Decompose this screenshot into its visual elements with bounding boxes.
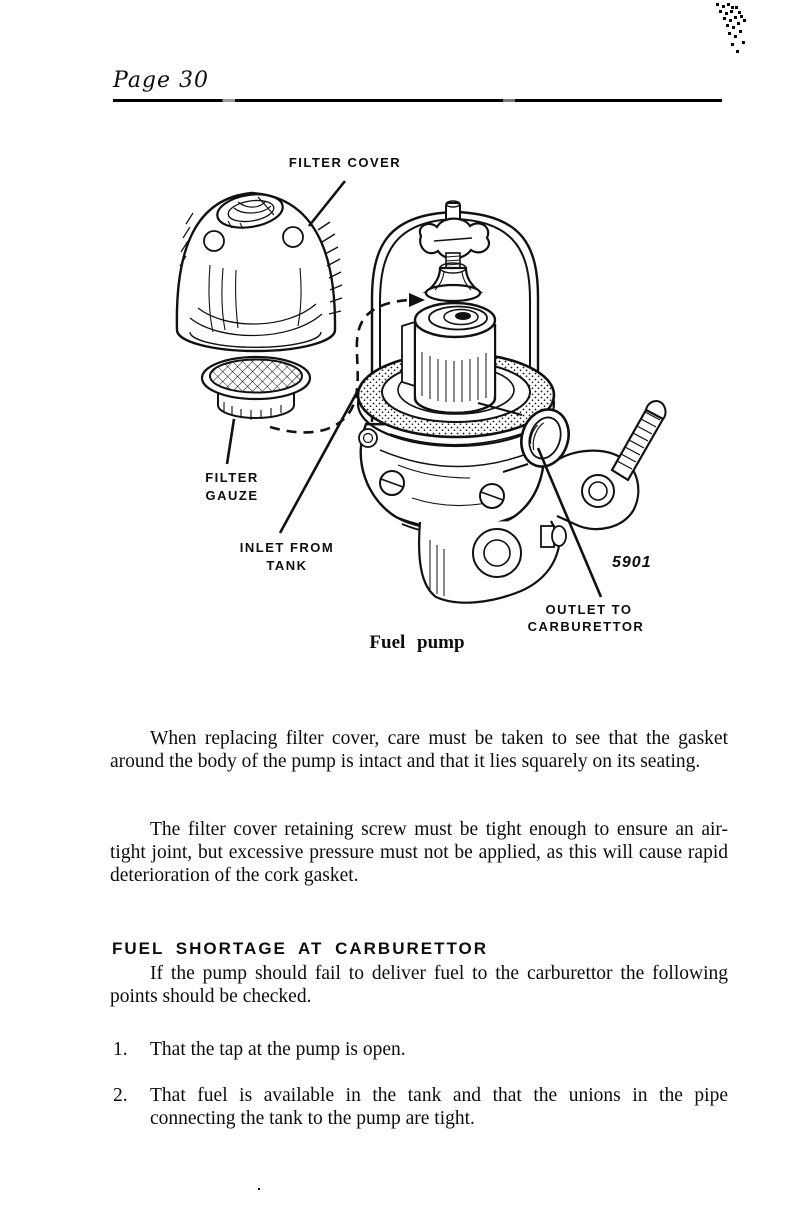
inlet-label-line1: INLET FROM [239,540,335,555]
priming-lever [612,401,666,480]
list-item-1-number: 1. [113,1039,128,1060]
filter-gauze-drawing [202,357,310,420]
scan-artifact-bottom [258,1188,260,1190]
list-item-2-number: 2. [113,1085,128,1106]
page-number-label: Page 30 [113,68,210,93]
figure-caption: Fuel pump [369,632,465,653]
filter-gauze-label-line2: GAUZE [205,488,259,503]
filter-gauze-label-line1: FILTER [205,470,259,485]
list-item-1 [113,1038,728,1061]
paragraph-retaining-screw: The filter cover retaining screw must be tight enough to ensure an air-tight joint, but excessive pressure must not be applied, as this will cause rapid deterioration of the cork gasket. [110,819,728,886]
section-intro: If the pump should fail to deliver fuel to the carburettor the following points should be checked. [110,963,728,1007]
outlet-label-line2: CARBURETTOR [527,619,645,634]
list-item-1-text: That the tap at the pump is open. [150,1039,406,1060]
filter-gauze-leader [227,419,234,464]
inlet-label-line2: TANK [266,558,308,573]
side-stub [541,526,566,547]
inlet-tower [402,303,495,413]
list-item-2-text: That fuel is available in the tank and that the unions in the pipe connecting the tank to the pump are tight. [150,1085,728,1129]
section-heading: FUEL SHORTAGE AT CARBURETTOR [112,939,489,958]
filter-cover-label: FILTER COVER [288,155,402,170]
scan-artifact-top [716,3,719,6]
outlet-label-line1: OUTLET TO [545,602,633,617]
pump-drawing [358,201,666,603]
list-item-2 [113,1084,728,1130]
retaining-screw [420,201,489,301]
filter-cover-leader [309,181,345,226]
paragraph-gasket: When replacing filter cover, care must be taken to see that the gasket around the body of the pump is intact and that it lies squarely on its seating. [110,728,728,772]
illustration-number: 5901 [612,554,652,571]
